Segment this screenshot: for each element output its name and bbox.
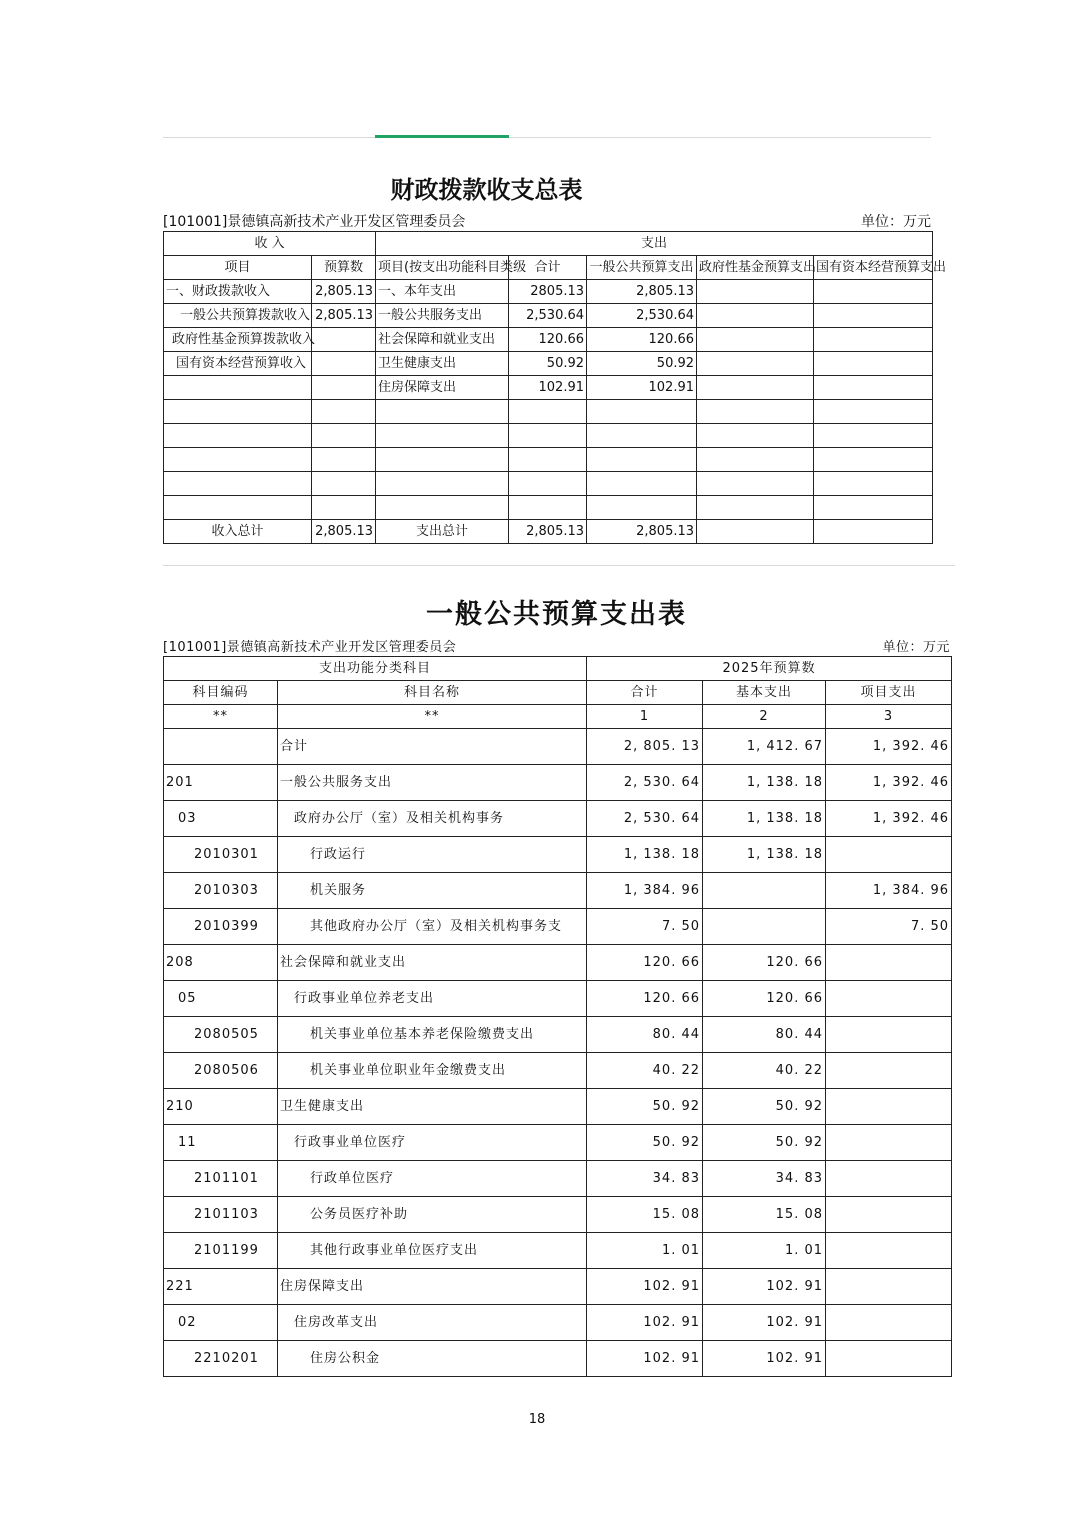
summary-table-cell bbox=[697, 328, 814, 352]
summary-column-header: 一般公共预算支出 bbox=[587, 256, 697, 280]
summary-table-cell bbox=[587, 472, 697, 496]
expense-table-title: 一般公共预算支出表 bbox=[426, 599, 687, 630]
expense-column-header: 科目编码 bbox=[164, 681, 278, 705]
summary-column-header: 项目 bbox=[164, 256, 312, 280]
subject-name-cell: 行政单位医疗 bbox=[278, 1161, 587, 1197]
amount-cell: 102. 91 bbox=[587, 1269, 703, 1305]
income-group-header: 收 入 bbox=[164, 232, 376, 256]
summary-table-subheader bbox=[163, 211, 931, 231]
amount-cell: 1, 392. 46 bbox=[826, 729, 952, 765]
amount-cell: 1, 392. 46 bbox=[826, 765, 952, 801]
expense-index-cell: 1 bbox=[587, 705, 703, 729]
amount-cell: 80. 44 bbox=[587, 1017, 703, 1053]
subject-name-cell: 其他政府办公厅（室）及相关机构事务支 bbox=[278, 909, 587, 945]
summary-table-cell bbox=[312, 376, 376, 400]
amount-cell: 1, 384. 96 bbox=[587, 873, 703, 909]
summary-table-cell: 一般公共服务支出 bbox=[376, 304, 509, 328]
subject-code-cell: 2010399 bbox=[164, 909, 278, 945]
subject-name-cell: 住房保障支出 bbox=[278, 1269, 587, 1305]
summary-table-cell bbox=[697, 376, 814, 400]
summary-table-cell: 2,530.64 bbox=[509, 304, 587, 328]
amount-cell: 120. 66 bbox=[587, 981, 703, 1017]
expense-index-cell: 3 bbox=[826, 705, 952, 729]
amount-cell: 2, 530. 64 bbox=[587, 801, 703, 837]
summary-table-cell: 120.66 bbox=[509, 328, 587, 352]
summary-table-cell bbox=[587, 448, 697, 472]
summary-table-cell bbox=[376, 448, 509, 472]
subject-name-cell: 公务员医疗补助 bbox=[278, 1197, 587, 1233]
summary-table-cell: 2805.13 bbox=[509, 280, 587, 304]
expense-column-header: 科目名称 bbox=[278, 681, 587, 705]
summary-column-header-row bbox=[164, 256, 933, 280]
subject-name-cell: 住房公积金 bbox=[278, 1341, 587, 1377]
summary-table-cell: 2,805.13 bbox=[312, 280, 376, 304]
summary-table-cell: 政府性基金预算拨款收入 bbox=[164, 328, 312, 352]
summary-table-cell: 120.66 bbox=[587, 328, 697, 352]
amount-cell bbox=[826, 1125, 952, 1161]
subject-name-cell: 行政运行 bbox=[278, 837, 587, 873]
expense-table-row bbox=[164, 1161, 952, 1197]
amount-cell: 7. 50 bbox=[826, 909, 952, 945]
top-divider-accent bbox=[375, 135, 509, 138]
summary-table-row bbox=[164, 472, 933, 496]
amount-cell: 50. 92 bbox=[703, 1089, 826, 1125]
summary-table-cell bbox=[697, 472, 814, 496]
amount-cell: 120. 66 bbox=[703, 981, 826, 1017]
expense-table-subheader bbox=[163, 636, 950, 656]
subject-name-cell: 机关服务 bbox=[278, 873, 587, 909]
expense-table-row bbox=[164, 1089, 952, 1125]
summary-table-cell: 50.92 bbox=[509, 352, 587, 376]
amount-cell: 15. 08 bbox=[703, 1197, 826, 1233]
amount-cell bbox=[826, 1341, 952, 1377]
subject-code-cell: 210 bbox=[164, 1089, 278, 1125]
expense-table-row bbox=[164, 765, 952, 801]
subject-code-cell: 2210201 bbox=[164, 1341, 278, 1377]
subject-name-cell: 其他行政事业单位医疗支出 bbox=[278, 1233, 587, 1269]
amount-cell: 40. 22 bbox=[703, 1053, 826, 1089]
amount-cell: 50. 92 bbox=[587, 1125, 703, 1161]
summary-table-cell bbox=[697, 352, 814, 376]
summary-group-header-row bbox=[164, 232, 933, 256]
summary-total-cell: 支出总计 bbox=[376, 520, 509, 544]
summary-total-cell: 收入总计 bbox=[164, 520, 312, 544]
subject-name-cell: 政府办公厅（室）及相关机构事务 bbox=[278, 801, 587, 837]
amount-cell: 102. 91 bbox=[703, 1305, 826, 1341]
expense-table-row bbox=[164, 801, 952, 837]
summary-column-header: 项目(按支出功能科目类级 bbox=[376, 256, 509, 280]
amount-cell bbox=[826, 1053, 952, 1089]
expense-table-row bbox=[164, 1305, 952, 1341]
summary-table-cell bbox=[814, 472, 933, 496]
amount-cell: 1. 01 bbox=[703, 1233, 826, 1269]
subject-name-cell: 行政事业单位养老支出 bbox=[278, 981, 587, 1017]
amount-cell: 1, 384. 96 bbox=[826, 873, 952, 909]
summary-table-cell: 2,530.64 bbox=[587, 304, 697, 328]
amount-cell: 120. 66 bbox=[587, 945, 703, 981]
summary-column-header: 合计 bbox=[509, 256, 587, 280]
summary-table-cell bbox=[164, 472, 312, 496]
amount-cell: 1, 412. 67 bbox=[703, 729, 826, 765]
amount-cell: 7. 50 bbox=[587, 909, 703, 945]
amount-cell bbox=[826, 1305, 952, 1341]
summary-table-cell: 一、本年支出 bbox=[376, 280, 509, 304]
expense-table-row bbox=[164, 981, 952, 1017]
amount-cell: 1, 138. 18 bbox=[587, 837, 703, 873]
summary-table-row bbox=[164, 352, 933, 376]
amount-cell bbox=[826, 945, 952, 981]
summary-total-cell: 2,805.13 bbox=[509, 520, 587, 544]
expense-table-row bbox=[164, 1269, 952, 1305]
budget-year-header: 2025年预算数 bbox=[587, 657, 952, 681]
summary-table-cell bbox=[587, 400, 697, 424]
summary-table-cell bbox=[814, 352, 933, 376]
amount-cell: 1, 138. 18 bbox=[703, 837, 826, 873]
summary-table-cell: 一般公共预算拨款收入 bbox=[164, 304, 312, 328]
expense-index-cell: 2 bbox=[703, 705, 826, 729]
expense-index-cell: ** bbox=[164, 705, 278, 729]
summary-table-cell: 2,805.13 bbox=[312, 304, 376, 328]
summary-column-header: 国有资本经营预算支出 bbox=[814, 256, 933, 280]
summary-table-cell bbox=[312, 448, 376, 472]
summary-table-cell bbox=[312, 400, 376, 424]
summary-table-cell bbox=[697, 424, 814, 448]
summary-table-cell bbox=[376, 496, 509, 520]
summary-table-cell: 住房保障支出 bbox=[376, 376, 509, 400]
function-category-header: 支出功能分类科目 bbox=[164, 657, 587, 681]
summary-total-row bbox=[164, 520, 933, 544]
amount-cell bbox=[826, 1269, 952, 1305]
expense-table-row bbox=[164, 1053, 952, 1089]
subject-name-cell: 机关事业单位职业年金缴费支出 bbox=[278, 1053, 587, 1089]
summary-table-cell bbox=[587, 424, 697, 448]
subject-code-cell: 208 bbox=[164, 945, 278, 981]
amount-cell: 102. 91 bbox=[587, 1305, 703, 1341]
summary-table-title: 财政拨款收支总表 bbox=[390, 175, 583, 204]
amount-cell: 120. 66 bbox=[703, 945, 826, 981]
summary-table-row bbox=[164, 424, 933, 448]
subject-code-cell: 221 bbox=[164, 1269, 278, 1305]
summary-table-row bbox=[164, 448, 933, 472]
expense-table-row bbox=[164, 1341, 952, 1377]
subject-code-cell: 02 bbox=[164, 1305, 278, 1341]
summary-table-row bbox=[164, 280, 933, 304]
expense-group-header: 支出 bbox=[376, 232, 933, 256]
expense-table-row bbox=[164, 729, 952, 765]
summary-table-cell: 50.92 bbox=[587, 352, 697, 376]
summary-table-row bbox=[164, 328, 933, 352]
summary-table-cell bbox=[509, 448, 587, 472]
summary-table-row bbox=[164, 304, 933, 328]
summary-table-cell bbox=[509, 424, 587, 448]
summary-table-cell bbox=[376, 472, 509, 496]
summary-table-cell bbox=[376, 424, 509, 448]
subject-name-cell: 卫生健康支出 bbox=[278, 1089, 587, 1125]
amount-cell: 50. 92 bbox=[703, 1125, 826, 1161]
amount-cell bbox=[703, 909, 826, 945]
expense-column-header-row bbox=[164, 681, 952, 705]
summary-total-cell bbox=[814, 520, 933, 544]
summary-table-cell: 一、财政拨款收入 bbox=[164, 280, 312, 304]
subject-code-cell: 2101103 bbox=[164, 1197, 278, 1233]
expense-index-row bbox=[164, 705, 952, 729]
expense-table-row bbox=[164, 1017, 952, 1053]
summary-table-cell bbox=[312, 496, 376, 520]
subject-code-cell: 2010303 bbox=[164, 873, 278, 909]
expense-table-row bbox=[164, 1125, 952, 1161]
amount-cell: 1, 138. 18 bbox=[703, 801, 826, 837]
subject-name-cell: 合计 bbox=[278, 729, 587, 765]
summary-table-cell: 卫生健康支出 bbox=[376, 352, 509, 376]
summary-table-cell: 102.91 bbox=[587, 376, 697, 400]
expense-table-row bbox=[164, 1233, 952, 1269]
summary-table-cell bbox=[697, 496, 814, 520]
summary-column-header: 预算数 bbox=[312, 256, 376, 280]
summary-unit-label: 单位：万元 bbox=[861, 214, 931, 230]
amount-cell: 34. 83 bbox=[587, 1161, 703, 1197]
amount-cell bbox=[826, 1017, 952, 1053]
summary-table-cell bbox=[697, 448, 814, 472]
amount-cell bbox=[826, 1089, 952, 1125]
summary-table-cell bbox=[697, 400, 814, 424]
summary-table-cell bbox=[814, 376, 933, 400]
expense-org-name: [101001]景德镇高新技术产业开发区管理委员会 bbox=[163, 640, 457, 655]
summary-table-cell: 2,805.13 bbox=[587, 280, 697, 304]
subject-code-cell bbox=[164, 729, 278, 765]
summary-table-cell bbox=[164, 448, 312, 472]
subject-code-cell: 2080506 bbox=[164, 1053, 278, 1089]
amount-cell: 102. 91 bbox=[587, 1341, 703, 1377]
summary-table-cell bbox=[376, 400, 509, 424]
amount-cell: 1, 138. 18 bbox=[703, 765, 826, 801]
subject-code-cell: 2101199 bbox=[164, 1233, 278, 1269]
amount-cell: 102. 91 bbox=[703, 1341, 826, 1377]
subject-name-cell: 行政事业单位医疗 bbox=[278, 1125, 587, 1161]
expense-index-cell: ** bbox=[278, 705, 587, 729]
summary-table-cell bbox=[164, 496, 312, 520]
expense-column-header: 合计 bbox=[587, 681, 703, 705]
amount-cell: 15. 08 bbox=[587, 1197, 703, 1233]
summary-total-cell bbox=[697, 520, 814, 544]
expense-table-row bbox=[164, 945, 952, 981]
amount-cell: 80. 44 bbox=[703, 1017, 826, 1053]
summary-table-cell bbox=[814, 400, 933, 424]
summary-org-name: [101001]景德镇高新技术产业开发区管理委员会 bbox=[163, 214, 466, 230]
subject-name-cell: 住房改革支出 bbox=[278, 1305, 587, 1341]
expense-group-header-row bbox=[164, 657, 952, 681]
summary-table-row bbox=[164, 400, 933, 424]
amount-cell: 2, 530. 64 bbox=[587, 765, 703, 801]
summary-table-cell bbox=[509, 496, 587, 520]
amount-cell: 1. 01 bbox=[587, 1233, 703, 1269]
summary-table-cell: 国有资本经营预算收入 bbox=[164, 352, 312, 376]
amount-cell: 2, 805. 13 bbox=[587, 729, 703, 765]
expense-unit-label: 单位：万元 bbox=[882, 640, 950, 655]
amount-cell: 102. 91 bbox=[703, 1269, 826, 1305]
subject-code-cell: 2080505 bbox=[164, 1017, 278, 1053]
amount-cell bbox=[826, 1233, 952, 1269]
summary-table-cell bbox=[814, 280, 933, 304]
expense-column-header: 项目支出 bbox=[826, 681, 952, 705]
summary-table-cell bbox=[814, 448, 933, 472]
expense-table-row bbox=[164, 909, 952, 945]
amount-cell bbox=[826, 981, 952, 1017]
summary-table-cell: 102.91 bbox=[509, 376, 587, 400]
amount-cell: 40. 22 bbox=[587, 1053, 703, 1089]
summary-table-cell bbox=[164, 376, 312, 400]
subject-name-cell: 社会保障和就业支出 bbox=[278, 945, 587, 981]
expense-table-row bbox=[164, 1197, 952, 1233]
summary-table-cell bbox=[164, 400, 312, 424]
section-divider bbox=[163, 565, 955, 566]
summary-table-cell bbox=[697, 280, 814, 304]
top-divider bbox=[163, 137, 931, 138]
amount-cell: 34. 83 bbox=[703, 1161, 826, 1197]
summary-column-header: 政府性基金预算支出 bbox=[697, 256, 814, 280]
summary-table-row bbox=[164, 376, 933, 400]
summary-table-cell bbox=[587, 496, 697, 520]
summary-table-row bbox=[164, 496, 933, 520]
amount-cell: 1, 392. 46 bbox=[826, 801, 952, 837]
subject-name-cell: 机关事业单位基本养老保险缴费支出 bbox=[278, 1017, 587, 1053]
page-number: 18 bbox=[528, 1412, 546, 1427]
subject-name-cell: 一般公共服务支出 bbox=[278, 765, 587, 801]
summary-table-cell bbox=[814, 328, 933, 352]
summary-table-cell bbox=[312, 328, 376, 352]
subject-code-cell: 03 bbox=[164, 801, 278, 837]
subject-code-cell: 05 bbox=[164, 981, 278, 1017]
summary-total-cell: 2,805.13 bbox=[587, 520, 697, 544]
amount-cell: 50. 92 bbox=[587, 1089, 703, 1125]
summary-table-cell bbox=[814, 424, 933, 448]
summary-table-cell bbox=[312, 424, 376, 448]
expense-table-row bbox=[164, 873, 952, 909]
expense-table bbox=[163, 656, 952, 1377]
subject-code-cell: 2101101 bbox=[164, 1161, 278, 1197]
summary-table-cell bbox=[312, 472, 376, 496]
summary-table-cell bbox=[509, 472, 587, 496]
summary-table-cell bbox=[814, 496, 933, 520]
summary-table-cell bbox=[814, 304, 933, 328]
amount-cell bbox=[826, 837, 952, 873]
amount-cell bbox=[703, 873, 826, 909]
summary-table-cell: 社会保障和就业支出 bbox=[376, 328, 509, 352]
subject-code-cell: 11 bbox=[164, 1125, 278, 1161]
amount-cell bbox=[826, 1197, 952, 1233]
expense-table-row bbox=[164, 837, 952, 873]
summary-table-cell bbox=[312, 352, 376, 376]
summary-total-cell: 2,805.13 bbox=[312, 520, 376, 544]
amount-cell bbox=[826, 1161, 952, 1197]
summary-table-cell bbox=[509, 400, 587, 424]
subject-code-cell: 201 bbox=[164, 765, 278, 801]
summary-table-cell bbox=[164, 424, 312, 448]
summary-table bbox=[163, 231, 947, 544]
summary-table-cell bbox=[697, 304, 814, 328]
subject-code-cell: 2010301 bbox=[164, 837, 278, 873]
expense-column-header: 基本支出 bbox=[703, 681, 826, 705]
